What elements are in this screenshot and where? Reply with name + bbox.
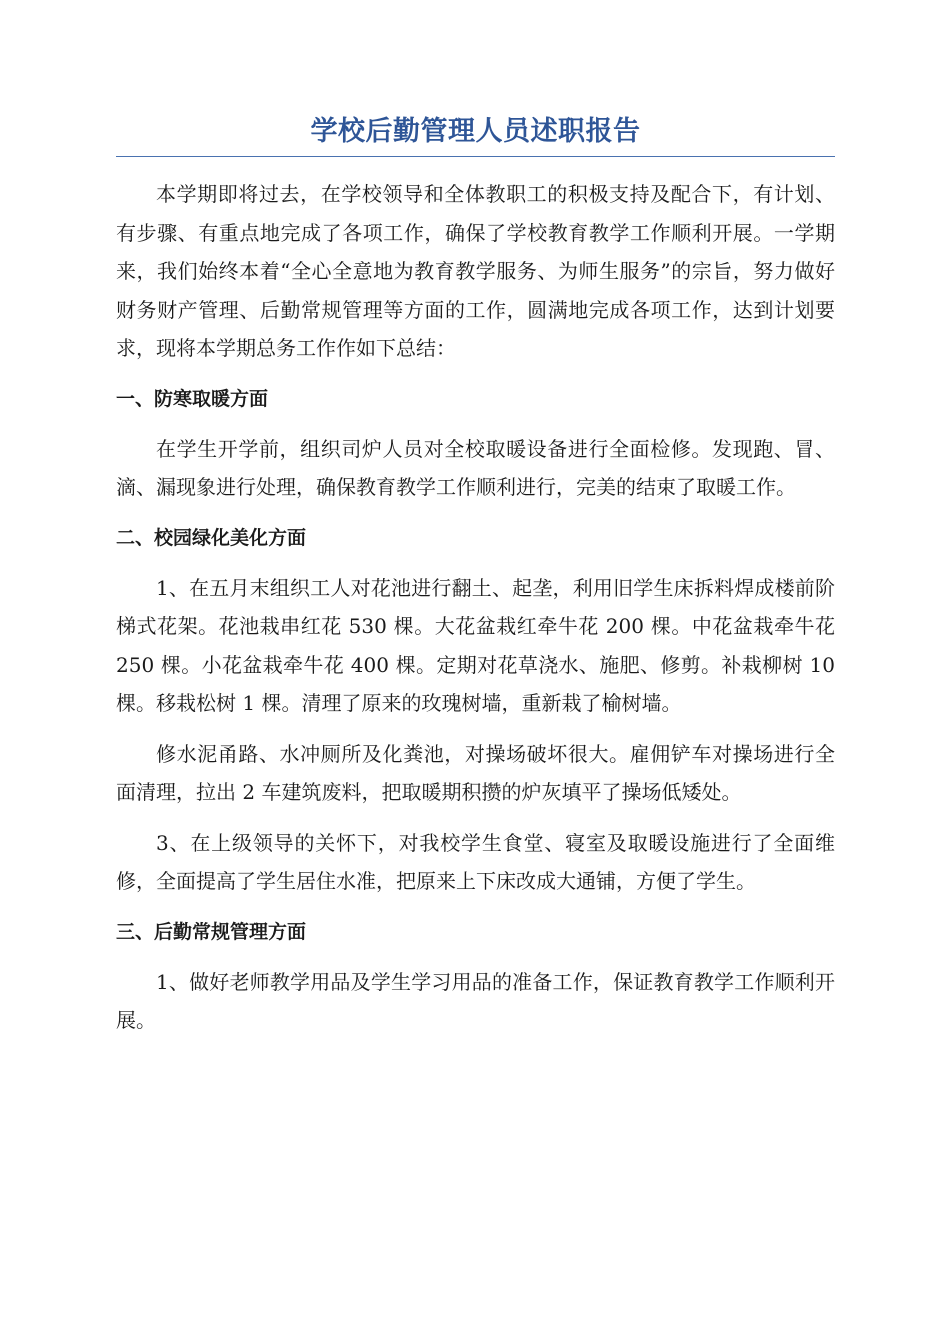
section-paragraph: 在学生开学前，组织司炉人员对全校取暖设备进行全面检修。发现跑、冒、滴、漏现象进行处理，确保教育教学工作顺利进行，完美的结束了取暖工作。 <box>116 436 835 499</box>
section-heading: 三、后勤常规管理方面 <box>116 920 307 943</box>
section-paragraph: 1、做好老师教学用品及学生学习用品的准备工作，保证教育教学工作顺利开展。 <box>116 969 835 1032</box>
section-paragraph: 1、在五月末组织工人对花池进行翻土、起垄，利用旧学生床拆料焊成楼前阶梯式花架。花池栽串红花 530 棵。大花盆栽红牵牛花 200 棵。中花盆栽牵牛花 250 棵。小花盆栽牵牛花 400 棵。定期对花草浇水、施肥、修剪。补栽柳树 10 棵。移栽松树 1 棵。清理了原来的玫瑰树墙，重新栽了榆树墙。 <box>116 575 835 715</box>
document-page <box>116 108 835 1052</box>
document-title: 学校后勤管理人员述职报告 <box>310 116 641 147</box>
section-paragraph: 3、在上级领导的关怀下，对我校学生食堂、寝室及取暖设施进行了全面维修，全面提高了学生居住水准，把原来上下床改成大通铺，方便了学生。 <box>116 830 835 893</box>
intro-paragraph: 本学期即将过去，在学校领导和全体教职工的积极支持及配合下，有计划、有步骤、有重点地完成了各项工作，确保了学校教育教学工作顺利开展。一学期来，我们始终本着“全心全意地为教育教学服务、为师生服务”的宗旨，努力做好财务财产管理、后勤常规管理等方面的工作，圆满地完成各项工作，达到计划要求，现将本学期总务工作作如下总结： <box>116 182 835 360</box>
section-heading: 二、校园绿化美化方面 <box>116 526 307 549</box>
title-underline <box>116 156 835 157</box>
section-logistics <box>116 913 835 1040</box>
section-paragraph: 修水泥甬路、水冲厕所及化粪池，对操场破坏很大。雇佣铲车对操场进行全面清理，拉出 2 车建筑废料，把取暖期积攒的炉灰填平了操场低矮处。 <box>116 741 835 804</box>
section-greening <box>116 519 835 901</box>
section-heating <box>116 380 835 507</box>
section-heading: 一、防寒取暖方面 <box>116 387 269 410</box>
